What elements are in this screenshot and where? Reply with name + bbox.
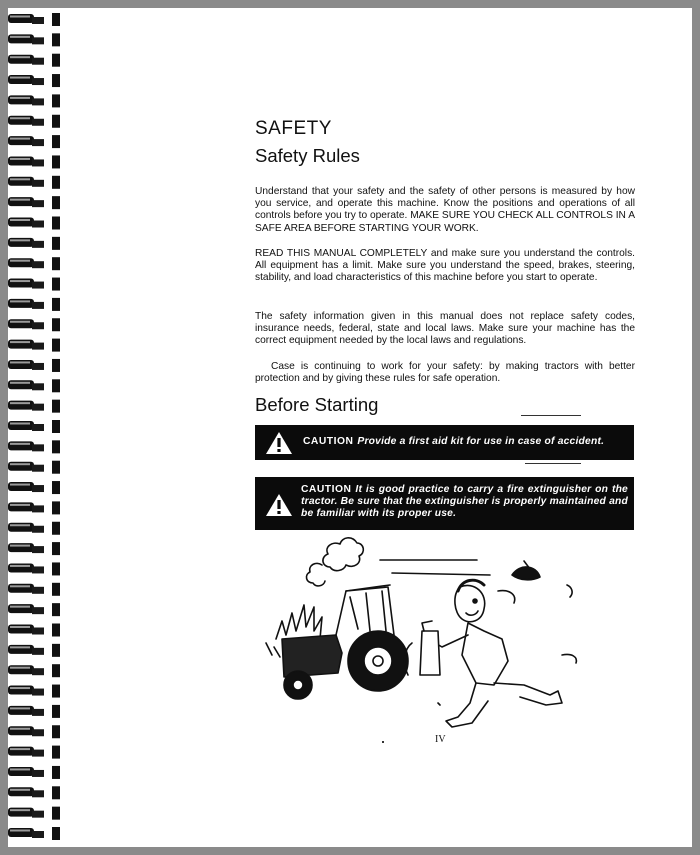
warning-triangle-icon — [265, 431, 293, 455]
binding-ring — [8, 725, 60, 738]
binding-ring — [8, 176, 60, 189]
binding-ring — [8, 339, 60, 352]
binding-ring — [8, 155, 60, 168]
binding-ring — [8, 766, 60, 779]
binding-ring — [8, 542, 60, 555]
caution-label: CAUTION — [301, 484, 352, 495]
binding-ring — [8, 664, 60, 677]
page-number: IV — [435, 734, 446, 745]
paragraph: Case is continuing to work for your safety: by making tractors with better protection and by giving these rules for safe operation. — [255, 361, 635, 385]
tractor-fire-illustration — [262, 535, 592, 735]
binding-ring — [8, 400, 60, 413]
binding-ring — [8, 644, 60, 657]
binding-ring — [8, 461, 60, 474]
binding-ring — [8, 603, 60, 616]
caution-text — [301, 484, 628, 520]
binding-ring — [8, 257, 60, 270]
binding-ring — [8, 624, 60, 637]
binding-ring — [8, 705, 60, 718]
binding-ring — [8, 33, 60, 46]
binding-ring — [8, 440, 60, 453]
binding-ring — [8, 786, 60, 799]
binding-ring — [8, 298, 60, 311]
scan-speck — [521, 415, 581, 416]
binding-ring — [8, 583, 60, 596]
binding-ring — [8, 420, 60, 433]
warning-triangle-icon — [265, 493, 293, 517]
binding-ring — [8, 278, 60, 291]
caution-text — [303, 436, 628, 448]
caution-message: Provide a first aid kit for use in case of accident. — [357, 436, 605, 447]
caution-box-fire-extinguisher — [255, 477, 634, 530]
paragraph: The safety information given in this manual does not replace safety codes, insurance needs, federal, state and local laws. Make sure your machine has the correct equipment needed by the local laws and regulations. — [255, 311, 635, 347]
binding-ring — [8, 318, 60, 331]
paragraph: Understand that your safety and the safety of other persons is measured by how you service, and operate this machine. Know the positions and operations of all controls before you try to operate. MAKE SURE YOU CHECK ALL CONTROLS IN A SAFE AREA BEFORE STARTING YOUR WORK. — [255, 186, 635, 234]
scan-speck — [382, 741, 384, 743]
section-title-before-starting: Before Starting — [255, 394, 379, 415]
caution-message: It is good practice to carry a fire extinguisher on the tractor. Be sure that the extinguisher is properly maintained and be familiar with its proper use. — [301, 484, 628, 519]
binding-ring — [8, 115, 60, 128]
spiral-binding — [8, 8, 68, 847]
caution-label: CAUTION — [303, 436, 354, 447]
binding-ring — [8, 359, 60, 372]
binding-ring — [8, 522, 60, 535]
binding-ring — [8, 74, 60, 87]
binding-ring — [8, 217, 60, 230]
binding-ring — [8, 827, 60, 840]
binding-ring — [8, 54, 60, 67]
binding-ring — [8, 746, 60, 759]
binding-ring — [8, 562, 60, 575]
paragraph: READ THIS MANUAL COMPLETELY and make sure you understand the controls. All equipment has a limit. Make sure you understand the speed, brakes, steering, stability, and load characteristics of this machine before you start to operate. — [255, 248, 635, 284]
binding-ring — [8, 13, 60, 26]
binding-ring — [8, 237, 60, 250]
binding-ring — [8, 135, 60, 148]
binding-ring — [8, 685, 60, 698]
page-title: SAFETY — [255, 118, 332, 139]
caution-box-first-aid — [255, 425, 634, 460]
binding-ring — [8, 481, 60, 494]
binding-ring — [8, 501, 60, 514]
binding-ring — [8, 807, 60, 820]
binding-ring — [8, 196, 60, 209]
binding-ring — [8, 94, 60, 107]
scan-speck — [525, 463, 581, 464]
binding-ring — [8, 379, 60, 392]
section-title-safety-rules: Safety Rules — [255, 145, 360, 166]
